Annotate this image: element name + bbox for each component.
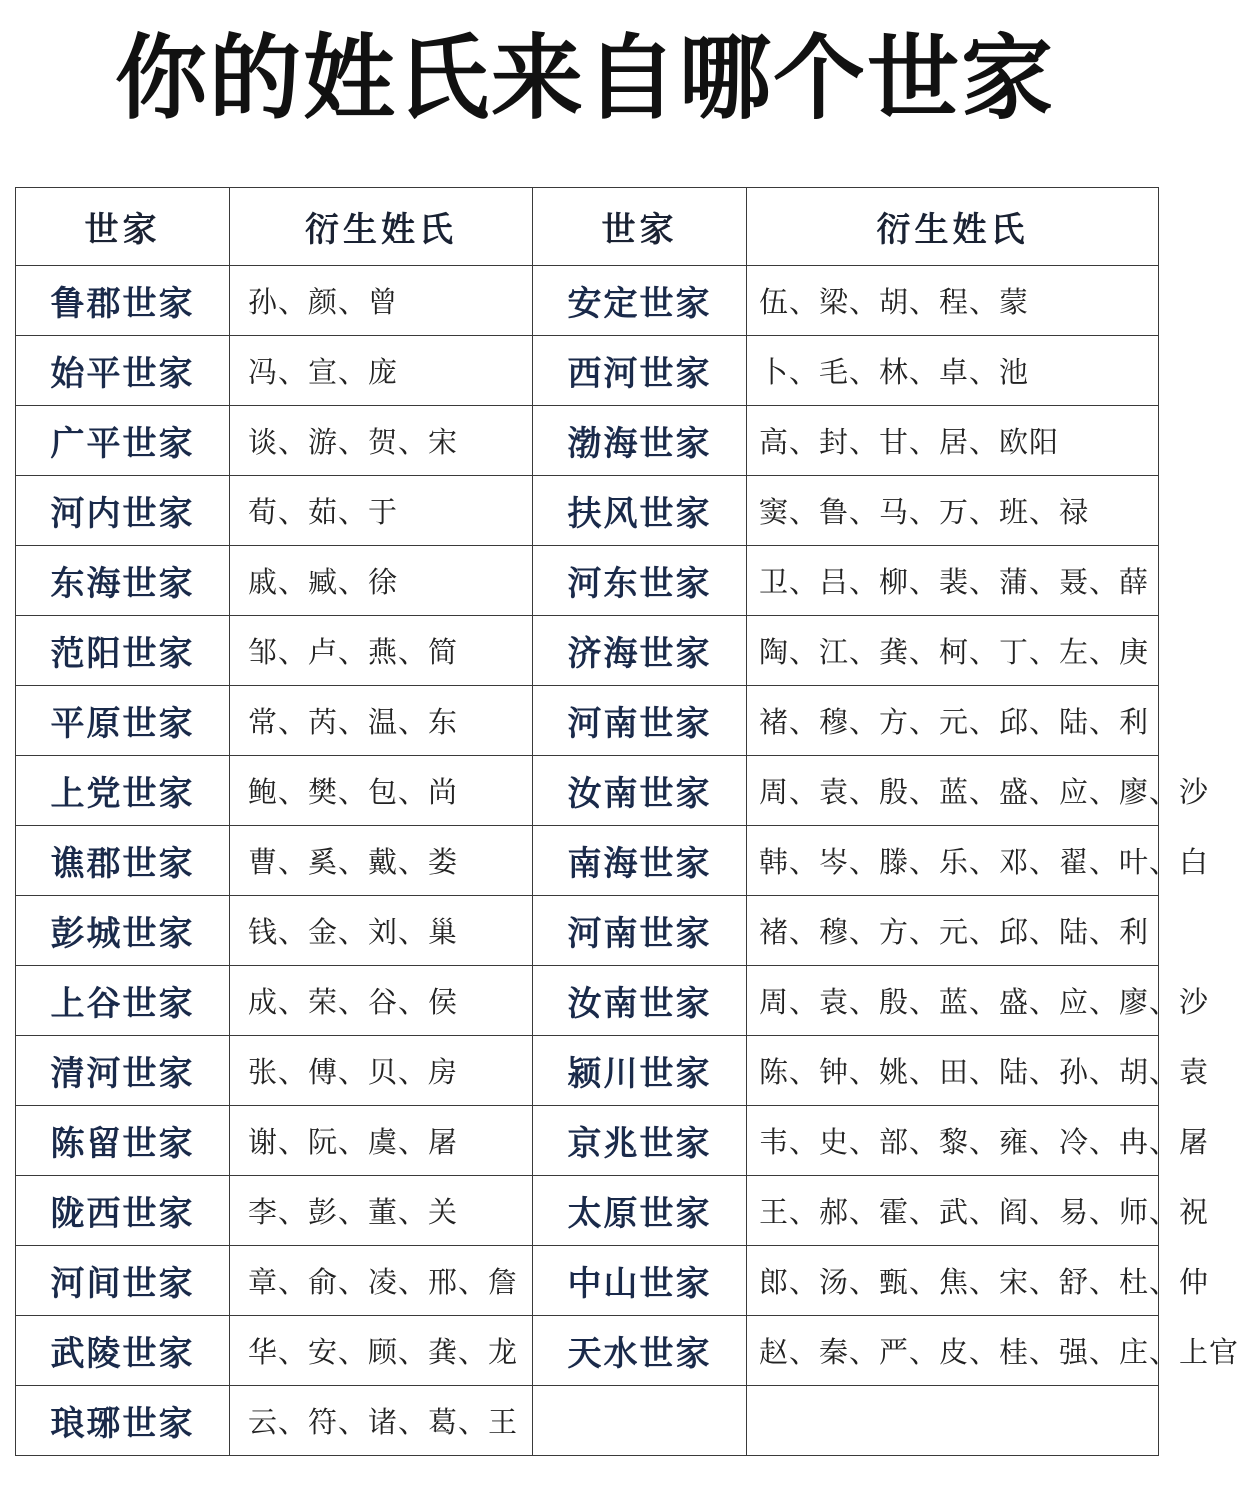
left-clan-cell: 陈留世家: [16, 1106, 230, 1176]
left-clan-cell: 河内世家: [16, 476, 230, 546]
header-clan-right: 世家: [533, 188, 747, 266]
right-clan-cell: 天水世家: [533, 1316, 747, 1386]
table-row: [16, 826, 1159, 896]
right-clan-cell: 河南世家: [533, 896, 747, 966]
right-surnames-cell: 褚、穆、方、元、邱、陆、利: [747, 896, 1159, 966]
right-clan-cell: [533, 1386, 747, 1456]
table-row: [16, 1386, 1159, 1456]
left-surnames-cell: 戚、臧、徐: [230, 546, 533, 616]
right-clan-cell: 太原世家: [533, 1176, 747, 1246]
table-row: [16, 1246, 1159, 1316]
right-surnames-cell: 卜、毛、林、卓、池: [747, 336, 1159, 406]
left-surnames-cell: 谈、游、贺、宋: [230, 406, 533, 476]
right-clan-cell: 河东世家: [533, 546, 747, 616]
left-surnames-cell: 孙、颜、曾: [230, 266, 533, 336]
right-surnames-cell: 高、封、甘、居、欧阳: [747, 406, 1159, 476]
right-surnames-cell: [747, 1386, 1159, 1456]
table-row: [16, 896, 1159, 966]
table-row: [16, 406, 1159, 476]
right-surnames-cell: 陶、江、龚、柯、丁、左、庚: [747, 616, 1159, 686]
table-row: [16, 546, 1159, 616]
table-row: [16, 1106, 1159, 1176]
left-clan-cell: 清河世家: [16, 1036, 230, 1106]
left-surnames-cell: 邹、卢、燕、简: [230, 616, 533, 686]
clan-surname-table: [15, 187, 1239, 1456]
left-clan-cell: 琅琊世家: [16, 1386, 230, 1456]
right-clan-cell: 扶风世家: [533, 476, 747, 546]
right-surnames-cell: 韦、史、部、黎、雍、冷、冉、屠: [747, 1106, 1159, 1176]
left-clan-cell: 范阳世家: [16, 616, 230, 686]
right-clan-cell: 汝南世家: [533, 966, 747, 1036]
left-surnames-cell: 张、傅、贝、房: [230, 1036, 533, 1106]
left-clan-cell: 上党世家: [16, 756, 230, 826]
right-surnames-cell: 陈、钟、姚、田、陆、孙、胡、袁: [747, 1036, 1159, 1106]
left-clan-cell: 广平世家: [16, 406, 230, 476]
left-surnames-cell: 云、符、诸、葛、王: [230, 1386, 533, 1456]
table-row: [16, 1316, 1159, 1386]
right-clan-cell: 南海世家: [533, 826, 747, 896]
right-clan-cell: 安定世家: [533, 266, 747, 336]
left-surnames-cell: 章、俞、凌、邢、詹: [230, 1246, 533, 1316]
right-clan-cell: 河南世家: [533, 686, 747, 756]
right-surnames-cell: 周、袁、殷、蓝、盛、应、廖、沙: [747, 756, 1159, 826]
table-body: [16, 266, 1239, 1456]
left-clan-cell: 河间世家: [16, 1246, 230, 1316]
right-surnames-cell: 王、郝、霍、武、阎、易、师、祝: [747, 1176, 1159, 1246]
table-row: [16, 686, 1159, 756]
page-title: 你的姓氏来自哪个世家: [114, 24, 1055, 132]
left-clan-cell: 平原世家: [16, 686, 230, 756]
left-surnames-cell: 李、彭、董、关: [230, 1176, 533, 1246]
left-clan-cell: 陇西世家: [16, 1176, 230, 1246]
header-surnames-left: 衍生姓氏: [230, 188, 533, 266]
table-row: [16, 966, 1159, 1036]
table-row: [16, 476, 1159, 546]
right-clan-cell: 济海世家: [533, 616, 747, 686]
left-surnames-cell: 谢、阮、虞、屠: [230, 1106, 533, 1176]
right-surnames-cell: 伍、梁、胡、程、蒙: [747, 266, 1159, 336]
table-row: [16, 756, 1159, 826]
left-surnames-cell: 钱、金、刘、巢: [230, 896, 533, 966]
left-surnames-cell: 曹、奚、戴、娄: [230, 826, 533, 896]
left-clan-cell: 武陵世家: [16, 1316, 230, 1386]
header-clan-left: 世家: [16, 188, 230, 266]
right-surnames-cell: 郎、汤、甄、焦、宋、舒、杜、仲: [747, 1246, 1159, 1316]
table-row: [16, 266, 1159, 336]
table-row: [16, 616, 1159, 686]
right-surnames-cell: 赵、秦、严、皮、桂、强、庄、上官: [747, 1316, 1159, 1386]
right-clan-cell: 汝南世家: [533, 756, 747, 826]
left-clan-cell: 谯郡世家: [16, 826, 230, 896]
right-clan-cell: 京兆世家: [533, 1106, 747, 1176]
table-header-row: [16, 188, 1159, 266]
right-clan-cell: 西河世家: [533, 336, 747, 406]
left-surnames-cell: 华、安、顾、龚、龙: [230, 1316, 533, 1386]
left-surnames-cell: 常、芮、温、东: [230, 686, 533, 756]
table-row: [16, 1176, 1159, 1246]
left-clan-cell: 东海世家: [16, 546, 230, 616]
right-surnames-cell: 褚、穆、方、元、邱、陆、利: [747, 686, 1159, 756]
right-clan-cell: 颍川世家: [533, 1036, 747, 1106]
left-surnames-cell: 冯、宣、庞: [230, 336, 533, 406]
table-row: [16, 336, 1159, 406]
right-clan-cell: 渤海世家: [533, 406, 747, 476]
table-row: [16, 1036, 1159, 1106]
right-surnames-cell: 周、袁、殷、蓝、盛、应、廖、沙: [747, 966, 1159, 1036]
right-surnames-cell: 窦、鲁、马、万、班、禄: [747, 476, 1159, 546]
left-clan-cell: 上谷世家: [16, 966, 230, 1036]
left-surnames-cell: 成、荣、谷、侯: [230, 966, 533, 1036]
left-clan-cell: 彭城世家: [16, 896, 230, 966]
header-surnames-right: 衍生姓氏: [747, 188, 1159, 266]
right-clan-cell: 中山世家: [533, 1246, 747, 1316]
left-clan-cell: 始平世家: [16, 336, 230, 406]
right-surnames-cell: 卫、吕、柳、裴、蒲、聂、薛: [747, 546, 1159, 616]
left-surnames-cell: 荀、茹、于: [230, 476, 533, 546]
left-surnames-cell: 鲍、樊、包、尚: [230, 756, 533, 826]
right-surnames-cell: 韩、岑、滕、乐、邓、翟、叶、白: [747, 826, 1159, 896]
left-clan-cell: 鲁郡世家: [16, 266, 230, 336]
